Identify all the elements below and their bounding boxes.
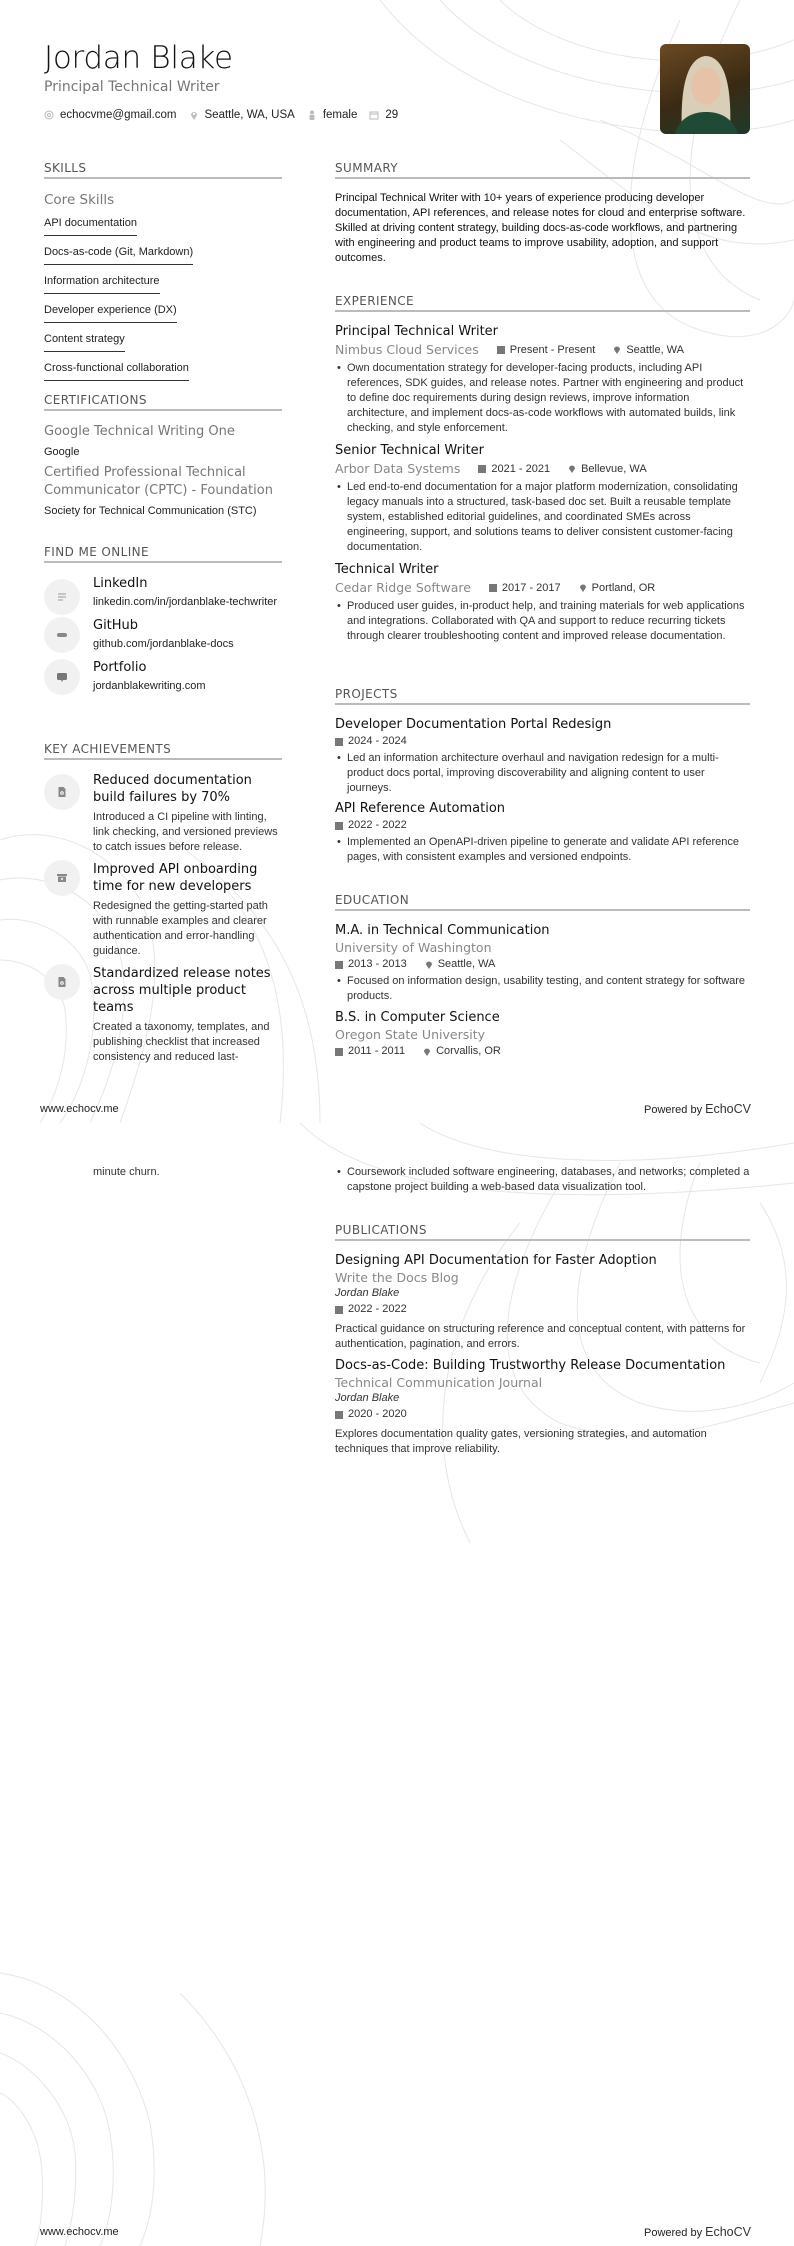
job-location: Seattle, WA — [626, 343, 684, 356]
footer-site-link[interactable]: www.echocv.me — [40, 1103, 119, 1115]
publication-venue: Write the Docs Blog — [335, 1270, 459, 1285]
calendar-outline-icon — [369, 110, 379, 120]
education-item — [335, 922, 750, 1004]
email-text: echocvme@gmail.com — [60, 109, 177, 121]
achievement-description: Introduced a CI pipeline with linting, link checking, and versioned previews to catch issues before release. — [93, 811, 278, 853]
key-achievements-section — [44, 741, 282, 1071]
achievement-item — [44, 965, 282, 1065]
degree: B.S. in Computer Science — [335, 1010, 500, 1025]
publication-item — [335, 1357, 750, 1457]
map-pin-icon — [568, 464, 576, 473]
link-url[interactable]: linkedin.com/in/jordanblake-techwriter — [93, 596, 278, 608]
publication-venue: Technical Communication Journal — [335, 1375, 543, 1390]
resume-page-2 — [0, 1123, 794, 2246]
publications-section — [335, 1222, 750, 1457]
job-bullet: • Led end-to-end documentation for a major platform modernization, consolidating legacy manuals into a structured, task-based doc set. Built a reusable template system, established editorial guidelines, and coordinated SMEs across engineering, support, and solutions teams to deliver consistent customer-facing documentation. — [335, 480, 750, 555]
publication-title: Designing API Documentation for Faster Adoption — [335, 1253, 657, 1268]
find-me-online-section — [44, 544, 282, 701]
job-title: Technical Writer — [335, 562, 439, 577]
online-link-linkedin[interactable] — [44, 575, 282, 611]
achievement-title: Improved API onboarding time for new developers — [93, 862, 258, 894]
calendar-icon — [335, 821, 343, 830]
candidate-name: Jordan Blake — [44, 40, 233, 76]
skill-item: Cross-functional collaboration — [44, 361, 189, 381]
project-title: Developer Documentation Portal Redesign — [335, 717, 612, 732]
powered-by-text: Powered by — [643, 2227, 703, 2239]
link-label: LinkedIn — [93, 576, 148, 591]
skills-section — [44, 160, 282, 387]
skill-item: Information architecture — [44, 274, 160, 294]
company-name: Nimbus Cloud Services — [335, 342, 479, 357]
candidate-title: Principal Technical Writer — [44, 79, 220, 95]
job-title: Principal Technical Writer — [335, 324, 499, 339]
education-continued — [335, 1165, 750, 1195]
link-url[interactable]: github.com/jordanblake-docs — [93, 638, 234, 650]
projects-section — [335, 686, 750, 865]
portrait-image — [660, 44, 750, 134]
map-pin-icon — [579, 583, 587, 592]
school-name: Oregon State University — [335, 1027, 485, 1042]
file-search-icon — [44, 774, 80, 810]
experience-item — [335, 442, 750, 555]
summary-text: Principal Technical Writer with 10+ years of experience producing developer documentation, API references, and release notes for cloud and enterprise software. Skilled at driving content strategy, building docs-as-code workflows, and partnering with engineering and product teams to improve usability, adoption, and support outcomes. — [335, 192, 746, 264]
skill-item: API documentation — [44, 216, 137, 236]
summary-section — [335, 160, 750, 266]
project-item — [335, 716, 750, 796]
education-location: Seattle, WA — [437, 958, 496, 970]
certification-name: Google Technical Writing One — [44, 424, 235, 439]
achievement-description: Created a taxonomy, templates, and publishing checklist that increased consistency and reduced last- — [93, 1021, 270, 1063]
link-label: GitHub — [93, 618, 139, 633]
online-link-portfolio[interactable] — [44, 659, 282, 695]
certification-issuer: Google — [44, 446, 80, 458]
skill-item: Content strategy — [44, 332, 125, 352]
job-title: Senior Technical Writer — [335, 443, 485, 458]
location-text: Seattle, WA, USA — [204, 109, 295, 121]
footer-powered-by[interactable] — [644, 1102, 751, 1116]
map-pin-icon — [423, 1047, 431, 1056]
at-icon — [44, 110, 54, 120]
company-name: Arbor Data Systems — [335, 461, 461, 476]
contact-location — [189, 109, 295, 121]
archive-icon — [44, 860, 80, 896]
experience-section — [335, 293, 750, 644]
person-icon — [307, 110, 317, 120]
link-url[interactable]: jordanblakewriting.com — [93, 680, 206, 692]
calendar-icon — [335, 737, 343, 746]
contact-info — [44, 109, 410, 121]
project-bullet: • Implemented an OpenAPI-driven pipeline to generate and validate API reference pages, with consistent examples and versioned endpoints. — [335, 835, 750, 865]
project-item — [335, 800, 750, 865]
experience-item — [335, 323, 750, 436]
section-heading: CERTIFICATIONS — [44, 392, 282, 411]
achievement-description: Redesigned the getting-started path with runnable examples and clearer authentication and error-handling guidance. — [93, 900, 268, 957]
brand-name: EchoCV — [705, 1102, 751, 1116]
age-text: 29 — [385, 109, 399, 121]
lines-icon — [44, 579, 80, 615]
section-heading: PROJECTS — [335, 686, 750, 705]
publication-item — [335, 1252, 750, 1352]
job-location: Portland, OR — [591, 581, 656, 594]
comment-icon — [44, 659, 80, 695]
achievement-item — [44, 861, 282, 959]
file-search-icon — [44, 964, 80, 1000]
certification-name: Certified Professional Technical Communicator (CPTC) - Foundation — [44, 465, 273, 498]
project-dates: 2024 - 2024 — [348, 735, 407, 747]
calendar-icon — [489, 583, 497, 592]
education-bullet: • Coursework included software engineering, databases, and networks; completed a capstone project building a web-based data visualization tool. — [335, 1165, 750, 1195]
company-name: Cedar Ridge Software — [335, 580, 471, 595]
publication-title: Docs-as-Code: Building Trustworthy Release Documentation — [335, 1358, 726, 1373]
calendar-icon — [335, 1047, 343, 1056]
gender-text: female — [322, 109, 358, 121]
map-pin-icon — [613, 345, 621, 354]
education-location: Corvallis, OR — [436, 1045, 501, 1057]
achievement-title: Standardized release notes across multiple product teams — [93, 966, 271, 1015]
section-heading: EXPERIENCE — [335, 293, 750, 312]
education-dates: 2011 - 2011 — [348, 1045, 406, 1057]
achievement-item — [44, 772, 282, 855]
powered-by-text: Powered by — [643, 1104, 703, 1116]
calendar-icon — [478, 464, 486, 473]
calendar-icon — [497, 345, 505, 354]
achievement-description-continued: minute churn. — [93, 1166, 160, 1178]
section-heading: PUBLICATIONS — [335, 1222, 750, 1241]
education-section — [335, 892, 750, 1059]
pill-icon — [44, 617, 80, 653]
contact-age — [369, 109, 398, 121]
link-label: Portfolio — [93, 660, 147, 675]
calendar-icon — [335, 1305, 343, 1314]
skill-list — [44, 213, 282, 387]
online-link-github[interactable] — [44, 617, 282, 653]
contact-email[interactable] — [44, 109, 177, 121]
publication-author: Jordan Blake — [335, 1392, 400, 1404]
section-heading: SUMMARY — [335, 160, 750, 179]
experience-item — [335, 561, 750, 644]
school-name: University of Washington — [335, 940, 492, 955]
section-heading: KEY ACHIEVEMENTS — [44, 741, 282, 760]
publication-description: Practical guidance on structuring reference and conceptual content, with patterns for authentication, pagination, and errors. — [335, 1323, 746, 1350]
brand-name: EchoCV — [705, 2225, 751, 2239]
education-bullet: • Focused on information design, usability testing, and content strategy for software products. — [335, 974, 750, 1004]
education-item — [335, 1009, 750, 1059]
project-bullet: • Led an information architecture overhaul and navigation redesign for a multi-product docs portal, improving discoverability and aligning content to user journeys. — [335, 751, 750, 796]
publication-description: Explores documentation quality gates, versioning strategies, and automation techniques that improve reliability. — [335, 1428, 707, 1455]
certification-issuer: Society for Technical Communication (STC) — [44, 505, 257, 517]
certifications-section — [44, 392, 282, 519]
skill-item: Developer experience (DX) — [44, 303, 177, 323]
job-bullet: • Own documentation strategy for developer-facing products, including API references, SDK guides, and release notes. Partner with engineering and product to define doc requirements during design reviews, improve information architecture, and implement docs-as-code workflows with automated builds, link checking, and style enforcement. — [335, 361, 750, 436]
job-location: Bellevue, WA — [581, 462, 647, 475]
profile-photo — [660, 44, 750, 134]
map-pin-icon — [425, 960, 433, 969]
footer-site-link[interactable]: www.echocv.me — [40, 2226, 119, 2238]
publication-dates: 2020 - 2020 — [348, 1408, 407, 1420]
achievement-title: Reduced documentation build failures by 70% — [93, 773, 252, 805]
job-dates: Present - Present — [509, 343, 596, 356]
project-title: API Reference Automation — [335, 801, 506, 816]
calendar-icon — [335, 960, 343, 969]
job-dates: 2017 - 2017 — [501, 581, 561, 594]
calendar-icon — [335, 1410, 343, 1419]
certification-item — [44, 464, 282, 519]
skill-item: Docs-as-code (Git, Markdown) — [44, 245, 193, 265]
map-pin-icon — [189, 110, 199, 120]
publication-author: Jordan Blake — [335, 1287, 400, 1299]
section-heading: EDUCATION — [335, 892, 750, 911]
section-heading: SKILLS — [44, 160, 282, 179]
degree: M.A. in Technical Communication — [335, 923, 550, 938]
footer-powered-by[interactable] — [644, 2225, 751, 2239]
contact-gender — [307, 109, 358, 121]
section-heading: FIND ME ONLINE — [44, 544, 282, 563]
publication-dates: 2022 - 2022 — [348, 1303, 407, 1315]
job-bullet: • Produced user guides, in-product help, and training materials for web applications and integrations. Collaborated with QA and support to reduce recurring tickets through clearer troubleshooting content and improved release documentation. — [335, 599, 750, 644]
skill-group-title: Core Skills — [44, 192, 115, 208]
certification-item — [44, 423, 282, 460]
project-dates: 2022 - 2022 — [348, 819, 407, 831]
education-dates: 2013 - 2013 — [348, 958, 407, 970]
job-dates: 2021 - 2021 — [491, 462, 551, 475]
